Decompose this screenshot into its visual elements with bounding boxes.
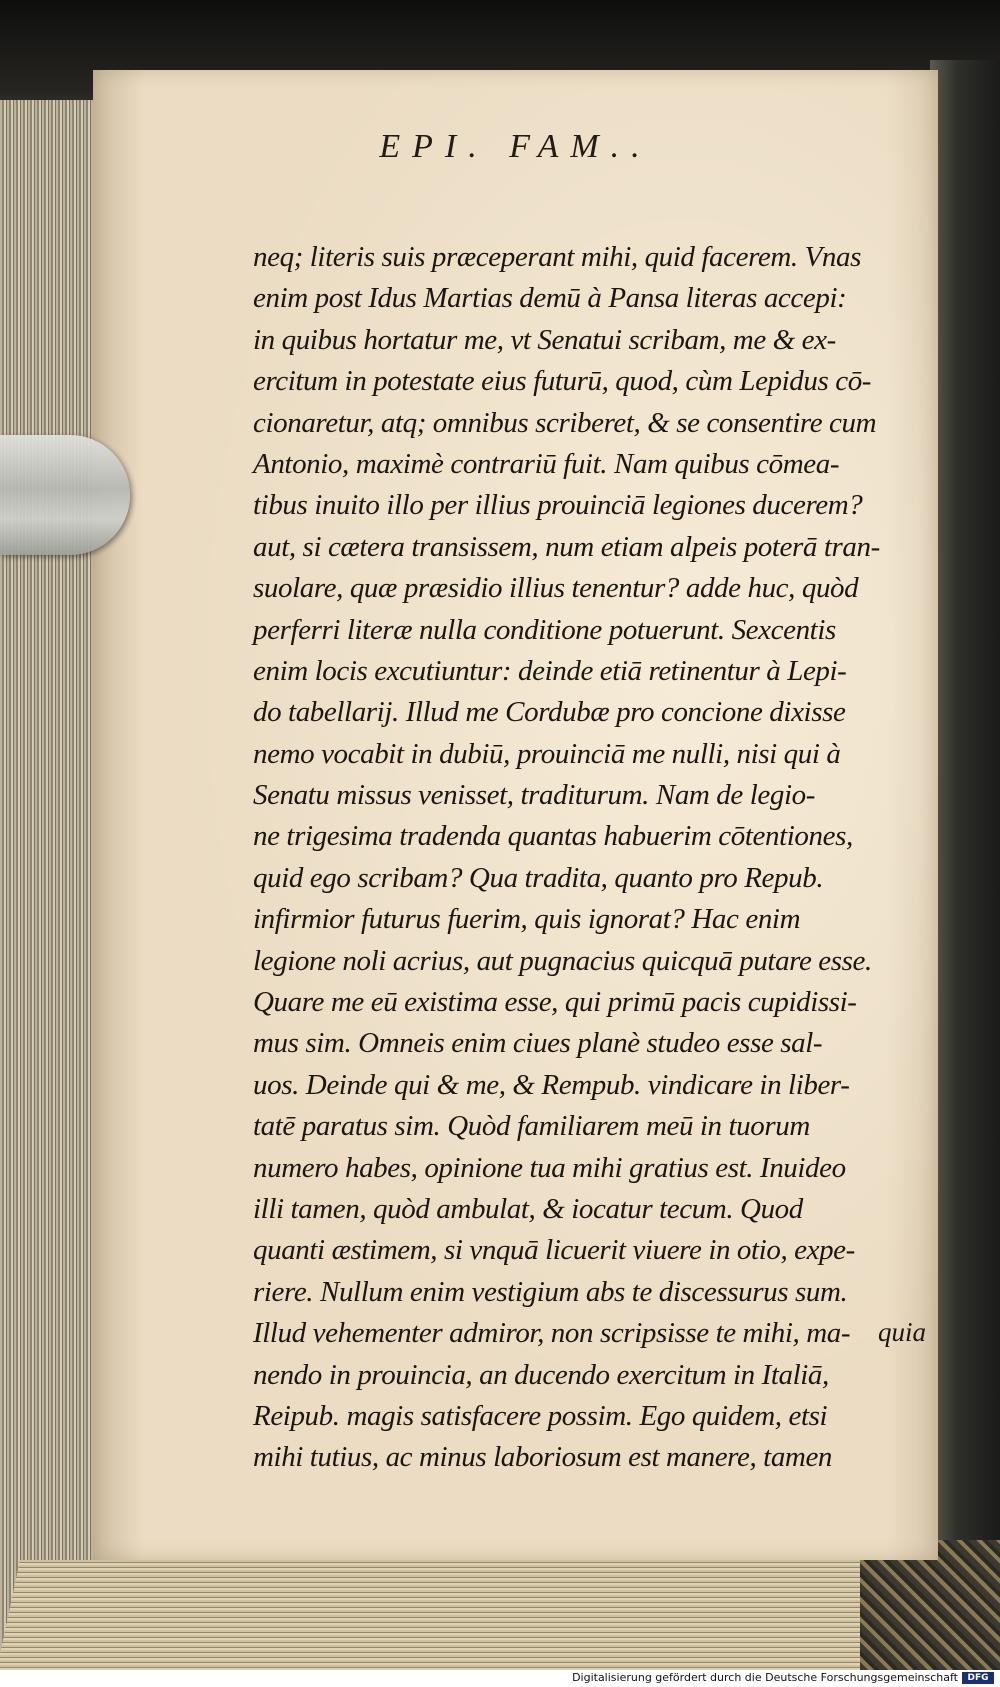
book-page	[93, 70, 938, 1560]
text-line: mihi tutius, ac minus laboriosum est manere, tamen	[253, 1441, 833, 1474]
text-line: numero habes, opinione tua mihi gratius est. Inuideo	[253, 1151, 846, 1184]
text-line: enim locis excutiuntur: deinde etiā retinentur à Lepi-	[253, 654, 847, 687]
book-page-edges-bottom	[0, 1560, 1000, 1670]
text-line: mus sim. Omneis enim ciues planè studeo esse sal-	[253, 1027, 823, 1060]
text-line: cionaretur, atq; omnibus scriberet, & se consentire cum	[253, 406, 877, 439]
text-line: legione noli acrius, aut pugnacius quicquā putare esse.	[253, 944, 872, 977]
text-line: nemo vocabit in dubiū, prouinciā me nulli, nisi qui à	[253, 737, 841, 770]
text-line: ercitum in potestate eius futurū, quod, cùm Lepidus cō-	[253, 365, 872, 398]
text-line: in quibus hortatur me, vt Senatui scribam, me & ex-	[253, 323, 836, 356]
text-line: riere. Nullum enim vestigium abs te discessurus sum.	[253, 1275, 848, 1308]
text-line: Antonio, maximè contrariū fuit. Nam quibus cōmea-	[253, 447, 840, 480]
text-line: Quare me eū existima esse, qui primū pacis cupidissi-	[253, 986, 857, 1019]
text-line: perferri literæ nulla conditione potuerunt. Sexcentis	[253, 613, 836, 646]
text-line: infirmior futurus fuerim, quis ignorat? Hac enim	[253, 903, 801, 936]
running-head: EPI. FAM..	[379, 128, 652, 165]
page-clip	[0, 435, 130, 555]
text-line: Illud vehementer admiror, non scripsisse te mihi, ma-	[253, 1317, 851, 1350]
digitization-credit: Digitalisierung gefördert durch die Deutsche Forschungsgemeinschaft	[572, 1671, 958, 1684]
footer-bar	[0, 1670, 1000, 1687]
catchword: quia	[878, 1317, 927, 1347]
text-line: ne trigesima tradenda quantas habuerim cōtentiones,	[253, 820, 853, 853]
book-page-edges	[0, 100, 102, 1660]
dfg-logo-icon: DFG	[962, 1672, 994, 1684]
text-line: quid ego scribam? Qua tradita, quanto pro Repub.	[253, 861, 824, 894]
text-line: uos. Deinde qui & me, & Rempub. vindicare in liber-	[253, 1068, 850, 1101]
text-line: quanti æstimem, si vnquā licuerit viuere in otio, expe-	[253, 1234, 855, 1267]
text-line: aut, si cætera transissem, num etiam alpeis poterā tran-	[253, 530, 880, 563]
text-line: nendo in prouincia, an ducendo exercitum in Italiā,	[253, 1358, 829, 1391]
text-line: neq; literis suis præceperant mihi, quid facerem. Vnas	[253, 241, 862, 273]
text-line: tibus inuito illo per illius prouinciā legiones ducerem?	[253, 489, 863, 522]
text-line: suolare, quæ præsidio illius tenentur? adde huc, quòd	[253, 572, 859, 605]
text-line: Reipub. magis satisfacere possim. Ego quidem, etsi	[253, 1399, 828, 1432]
text-line: do tabellarij. Illud me Cordubæ pro concione dixisse	[253, 696, 846, 729]
text-line: enim post Idus Martias demū à Pansa literas accepi:	[253, 282, 847, 315]
text-line: Senatu missus venisset, traditurum. Nam de legio-	[253, 779, 815, 812]
text-line: illi tamen, quòd ambulat, & iocatur tecum. Quod	[253, 1192, 803, 1225]
text-line: tatē paratus sim. Quòd familiarem meū in tuorum	[253, 1110, 810, 1143]
text-block	[253, 237, 973, 1479]
